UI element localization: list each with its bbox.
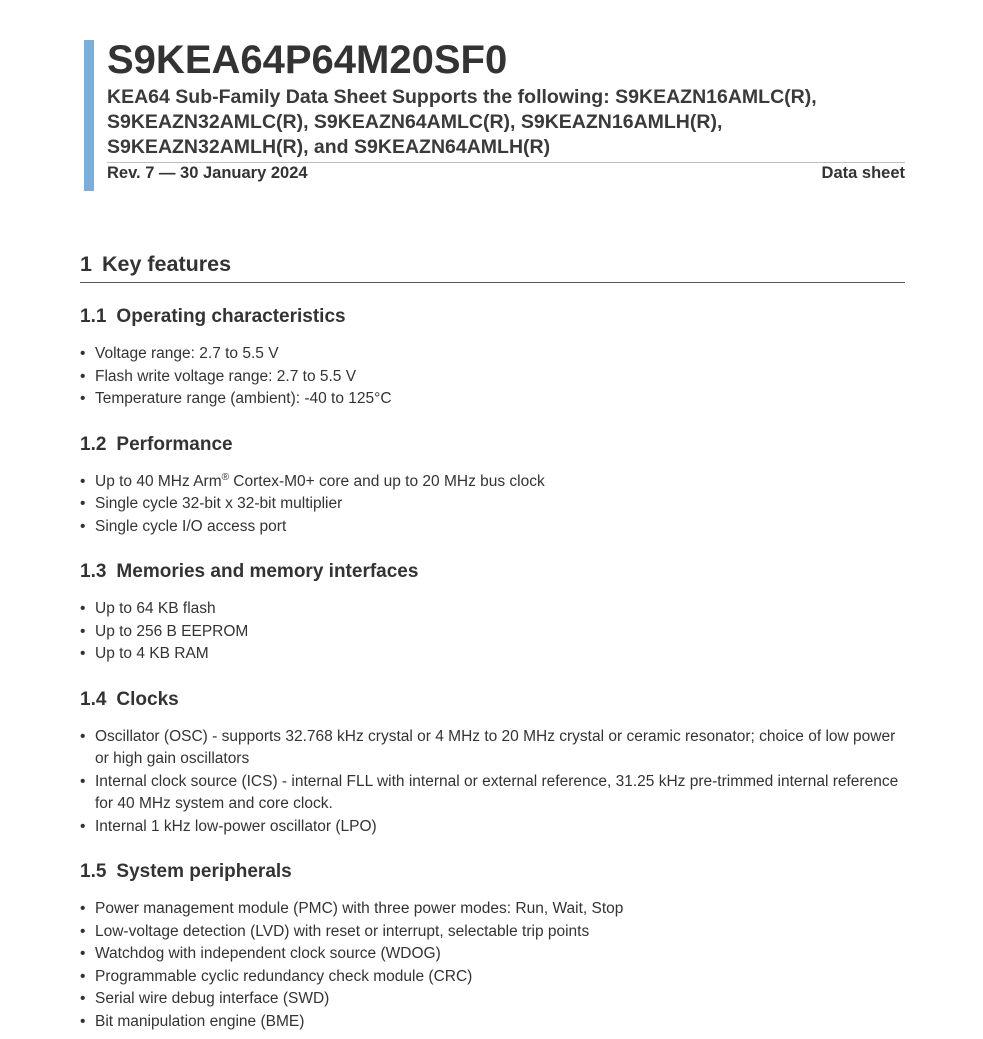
subsection-heading [80,560,905,584]
section-heading [80,250,905,283]
bullet-list [80,343,905,411]
list-item-text: Up to 40 MHz Arm [95,472,222,490]
subsection-heading [80,305,905,329]
bullet-list [80,898,905,1033]
list-item: • Internal clock source (ICS) - internal FLL with internal or external reference, 31.25 kHz pre-trimmed internal reference for 40 MHz system and core clock. [80,771,905,816]
subsection-heading [80,433,905,457]
subsection-title: Memories and memory interfaces [116,561,419,582]
list-item-text: Cortex-M0+ core and up to 20 MHz bus clock [229,472,545,490]
subtitle-line: KEA64 Sub-Family Data Sheet Supports the following: S9KEAZN16AMLC(R), [107,86,817,108]
subsection-title: Performance [116,433,233,455]
revision-date: Rev. 7 — 30 January 2024 [107,164,308,182]
subtitle-line: S9KEAZN32AMLC(R), S9KEAZN64AMLC(R), S9KEAZN16AMLH(R), [107,111,723,133]
document-type: Data sheet [821,164,905,182]
bullet-list [80,471,905,539]
subtitle-line: S9KEAZN32AMLH(R), and S9KEAZN64AMLH(R) [107,136,551,158]
list-item [80,471,905,494]
list-item: • Single cycle 32-bit x 32-bit multiplier [80,493,905,516]
subsection-number: 1.5 [80,861,107,882]
subsection-heading [80,860,905,884]
accent-bar [84,40,94,191]
registered-mark: ® [221,471,229,483]
list-item: • Serial wire debug interface (SWD) [80,988,905,1011]
list-item: • Temperature range (ambient): -40 to 125°C [80,388,905,411]
document-header [107,38,905,183]
bullet-list [80,598,905,666]
subsection-title: Operating characteristics [116,306,346,327]
subsection-heading [80,688,905,712]
list-item: • Internal 1 kHz low-power oscillator (LPO) [80,816,905,839]
list-item: • Up to 64 KB flash [80,598,905,621]
subsection-number: 1.1 [80,306,107,327]
document-body [80,250,905,1033]
list-item: • Watchdog with independent clock source (WDOG) [80,943,905,966]
bullet-list [80,726,905,839]
list-item: • Up to 4 KB RAM [80,643,905,666]
subsection-title: System peripherals [116,861,292,882]
list-item: • Bit manipulation engine (BME) [80,1011,905,1034]
subsection-number: 1.4 [80,688,107,710]
list-item: • Power management module (PMC) with three power modes: Run, Wait, Stop [80,898,905,921]
list-item: • Up to 256 B EEPROM [80,621,905,644]
list-item: • Programmable cyclic redundancy check module (CRC) [80,966,905,989]
list-item: • Oscillator (OSC) - supports 32.768 kHz crystal or 4 MHz to 20 MHz crystal or ceramic resonator; choice of low power or high gain oscillators [80,726,905,771]
list-item: • Flash write voltage range: 2.7 to 5.5 V [80,366,905,389]
section-title: Key features [101,252,232,276]
subsection-number: 1.3 [80,561,107,582]
list-item: • Low-voltage detection (LVD) with reset or interrupt, selectable trip points [80,921,905,944]
subsection-number: 1.2 [80,433,107,455]
section-number: 1 [80,252,92,276]
list-item: • Single cycle I/O access port [80,516,905,539]
list-item: • Voltage range: 2.7 to 5.5 V [80,343,905,366]
document-title: S9KEA64P64M20SF0 [107,38,508,82]
document-subtitle [107,85,905,160]
subsection-title: Clocks [116,688,179,710]
